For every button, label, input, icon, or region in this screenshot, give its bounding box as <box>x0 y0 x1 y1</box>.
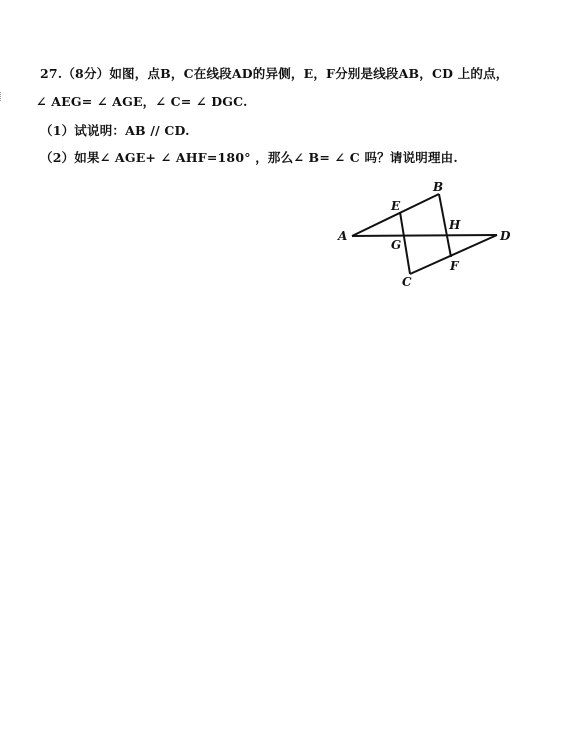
question-stem-line-2: ∠ AEG= ∠ AGE，∠ C= ∠ DGC. <box>36 94 248 109</box>
point-label-B: B <box>433 180 444 194</box>
geometry-figure <box>330 175 520 295</box>
point-label-G: G <box>391 238 402 252</box>
point-label-F: F <box>450 259 459 273</box>
scan-edge-mark <box>0 92 4 101</box>
segment-AD <box>352 235 497 236</box>
question-part-1: （1）试说明：AB // CD. <box>40 123 190 138</box>
segment-EC <box>400 212 410 274</box>
point-label-D: D <box>500 229 511 243</box>
point-label-C: C <box>402 275 412 289</box>
question-part-2: （2）如果∠ AGE+ ∠ AHF=180° ，那么∠ B= ∠ C 吗？请说明理由. <box>40 150 458 165</box>
question-stem-line-1: 27.（8分）如图，点B，C在线段AD的异侧，E，F分别是线段AB，CD 上的点， <box>40 66 509 81</box>
point-label-H: H <box>449 218 461 232</box>
point-label-A: A <box>338 229 348 243</box>
point-label-E: E <box>391 199 401 213</box>
geometry-figure-svg <box>330 175 520 295</box>
